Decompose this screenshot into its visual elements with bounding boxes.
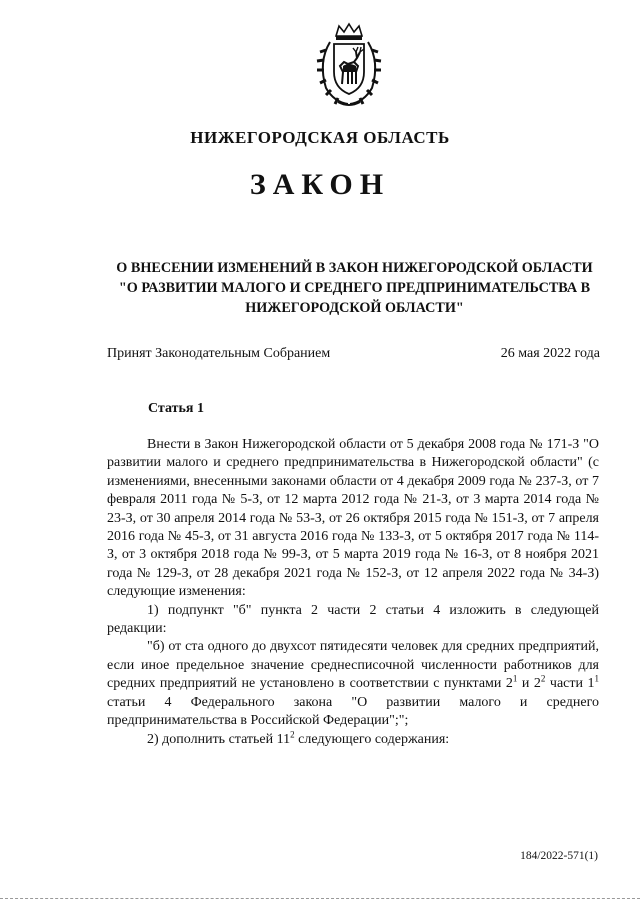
item-2-text-b: следующего содержания: (294, 731, 450, 747)
article-intro-paragraph: Внести в Закон Нижегородской области от 5 декабря 2008 года № 171-З "О развитии малого и среднего предпринимательства в Нижегородской области" (с изменениями, внесенными законами области от 4 декабря 2009 года № 237-З, от 7 февраля 2011 года № 5-З, от 12 марта 2012 года № 21-З, от 3 марта 2014 года № 23-З, от 30 апреля 2014 года № 53-З, от 26 октября 2015 года № 151-З, от 7 апреля 2016 года № 45-З, от 31 августа 2016 года № 133-З, от 5 октября 2017 года № 114-З, от 3 октября 2018 года № 99-З, от 5 марта 2019 года № 16-З, от 8 ноября 2021 года № 129-З, от 28 декабря 2021 года № 152-З, от 12 апреля 2022 года № 34-З) следующие изменения: (107, 437, 599, 600)
item-2-paragraph (107, 728, 599, 749)
quote-text-d: статьи 4 Федерального закона "О развитии малого и среднего предпринимательства в Российской Федерации";"; (107, 694, 599, 729)
item-2-text-a: 2) дополнить статьей 11 (147, 731, 291, 747)
superscript: 2 (290, 728, 295, 739)
region-name: НИЖЕГОРОДСКАЯ ОБЛАСТЬ (190, 128, 450, 147)
document-type: ЗАКОН (249, 168, 391, 201)
superscript: 2 (540, 673, 546, 684)
adoption-label: Принят Законодательным Собранием (107, 346, 331, 361)
law-title: О ВНЕСЕНИИ ИЗМЕНЕНИЙ В ЗАКОН НИЖЕГОРОДСКОЙ ОБЛАСТИ "О РАЗВИТИИ МАЛОГО И СРЕДНЕГО ПРЕДПРИНИМАТЕЛЬСТВА В НИЖЕГОРОДСКОЙ ОБЛАСТИ" (116, 260, 593, 316)
quote-text-b: и 2 (517, 676, 541, 692)
quoted-subitem-paragraph (107, 638, 599, 730)
item-1-paragraph: 1) подпункт "б" пункта 2 части 2 статьи 4 изложить в следующей редакции: (107, 602, 599, 637)
adoption-date: 26 мая 2022 года (500, 346, 600, 361)
page-bottom-divider (0, 898, 640, 899)
adoption-line (107, 346, 600, 362)
coat-of-arms-icon (312, 22, 386, 108)
document-number: 184/2022-571(1) (520, 850, 598, 862)
quote-text-c: части 1 (545, 676, 595, 692)
article-heading: Статья 1 (148, 401, 204, 416)
quote-text-a: "б) от ста одного до двухсот пятидесяти человек для средних предприятий, если иное предельное значение среднесписочной численности работников для средних предприятий не установлено в соответствии с пунктами 2 (107, 639, 599, 692)
superscript: 1 (512, 673, 518, 684)
superscript: 1 (594, 673, 599, 684)
article-body (107, 436, 599, 749)
